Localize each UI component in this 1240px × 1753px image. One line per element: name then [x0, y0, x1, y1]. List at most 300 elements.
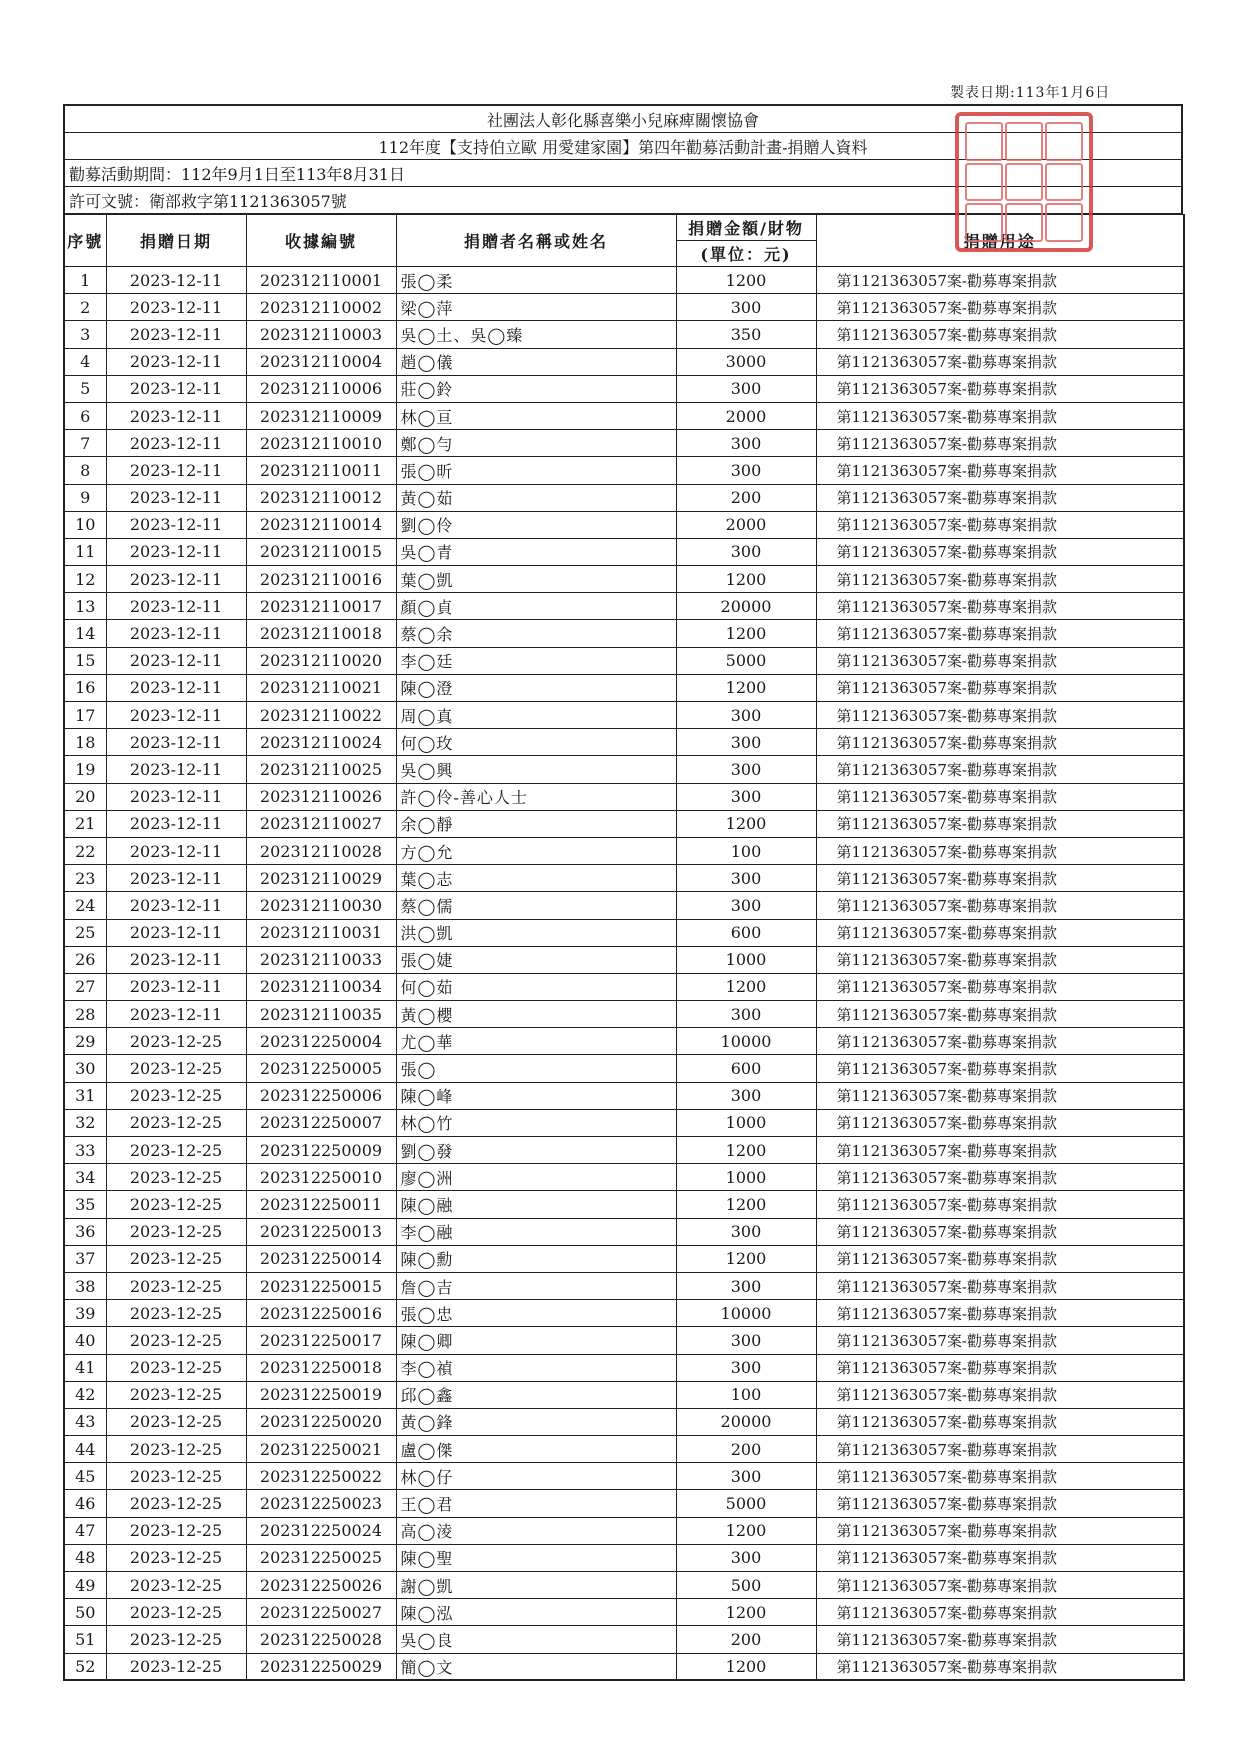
- cell-date: 2023-12-11: [106, 729, 246, 756]
- cell-date: 2023-12-11: [106, 756, 246, 783]
- cell-receipt: 202312110011: [246, 457, 396, 484]
- cell-donor: 吳◯良: [396, 1626, 676, 1653]
- table-row: [64, 294, 1184, 321]
- cell-seq: 51: [64, 1626, 106, 1653]
- cell-date: 2023-12-25: [106, 1599, 246, 1626]
- cell-date: 2023-12-11: [106, 294, 246, 321]
- cell-seq: 18: [64, 729, 106, 756]
- cell-amount: 200: [676, 1626, 816, 1653]
- table-row: [64, 810, 1184, 837]
- cell-donor: 趙◯儀: [396, 348, 676, 375]
- table-row: [64, 566, 1184, 593]
- cell-date: 2023-12-11: [106, 457, 246, 484]
- cell-receipt: 202312110024: [246, 729, 396, 756]
- col-header-unit: (單位：元): [676, 241, 816, 267]
- cell-seq: 38: [64, 1272, 106, 1299]
- cell-amount: 1000: [676, 1164, 816, 1191]
- cell-date: 2023-12-11: [106, 402, 246, 429]
- campaign-period: 勸募活動期間：112年9月1日至113年8月31日: [63, 160, 1183, 187]
- cell-amount: 1200: [676, 1137, 816, 1164]
- table-row: [64, 1490, 1184, 1517]
- cell-donor: 陳◯泓: [396, 1599, 676, 1626]
- cell-amount: 300: [676, 430, 816, 457]
- cell-seq: 7: [64, 430, 106, 457]
- cell-date: 2023-12-25: [106, 1327, 246, 1354]
- cell-donor: 顏◯貞: [396, 593, 676, 620]
- cell-donor: 劉◯伶: [396, 511, 676, 538]
- table-row: [64, 457, 1184, 484]
- cell-seq: 14: [64, 620, 106, 647]
- cell-purpose: 第1121363057案-勸募專案捐款: [816, 593, 1184, 620]
- cell-purpose: 第1121363057案-勸募專案捐款: [816, 1599, 1184, 1626]
- cell-date: 2023-12-25: [106, 1626, 246, 1653]
- cell-amount: 300: [676, 457, 816, 484]
- cell-date: 2023-12-11: [106, 375, 246, 402]
- cell-purpose: 第1121363057案-勸募專案捐款: [816, 1272, 1184, 1299]
- table-row: [64, 1436, 1184, 1463]
- cell-donor: 吳◯土、吳◯臻: [396, 321, 676, 348]
- cell-amount: 1200: [676, 1653, 816, 1680]
- cell-date: 2023-12-25: [106, 1109, 246, 1136]
- cell-receipt: 202312110028: [246, 837, 396, 864]
- cell-receipt: 202312110004: [246, 348, 396, 375]
- table-row: [64, 1001, 1184, 1028]
- cell-donor: 陳◯聖: [396, 1544, 676, 1571]
- table-row: [64, 1354, 1184, 1381]
- cell-amount: 1200: [676, 674, 816, 701]
- cell-donor: 李◯融: [396, 1218, 676, 1245]
- cell-receipt: 202312110010: [246, 430, 396, 457]
- cell-seq: 34: [64, 1164, 106, 1191]
- cell-seq: 12: [64, 566, 106, 593]
- cell-seq: 11: [64, 538, 106, 565]
- cell-purpose: 第1121363057案-勸募專案捐款: [816, 620, 1184, 647]
- cell-amount: 300: [676, 702, 816, 729]
- permit-number: 許可文號：衛部救字第1121363057號: [63, 187, 1183, 214]
- table-row: [64, 1245, 1184, 1272]
- cell-amount: 300: [676, 1272, 816, 1299]
- cell-seq: 1: [64, 267, 106, 294]
- cell-purpose: 第1121363057案-勸募專案捐款: [816, 402, 1184, 429]
- cell-purpose: 第1121363057案-勸募專案捐款: [816, 1572, 1184, 1599]
- table-row: [64, 511, 1184, 538]
- table-row: [64, 1191, 1184, 1218]
- cell-purpose: 第1121363057案-勸募專案捐款: [816, 430, 1184, 457]
- cell-amount: 300: [676, 1218, 816, 1245]
- cell-amount: 2000: [676, 511, 816, 538]
- cell-amount: 600: [676, 1055, 816, 1082]
- table-row: [64, 702, 1184, 729]
- cell-seq: 40: [64, 1327, 106, 1354]
- cell-seq: 44: [64, 1436, 106, 1463]
- cell-receipt: 202312250021: [246, 1436, 396, 1463]
- table-row: [64, 1626, 1184, 1653]
- cell-amount: 100: [676, 1381, 816, 1408]
- cell-amount: 300: [676, 1082, 816, 1109]
- table-row: [64, 538, 1184, 565]
- cell-receipt: 202312110009: [246, 402, 396, 429]
- cell-donor: 何◯玫: [396, 729, 676, 756]
- cell-donor: 張◯昕: [396, 457, 676, 484]
- cell-donor: 葉◯志: [396, 865, 676, 892]
- cell-seq: 10: [64, 511, 106, 538]
- cell-seq: 6: [64, 402, 106, 429]
- table-row: [64, 375, 1184, 402]
- table-row: [64, 973, 1184, 1000]
- cell-purpose: 第1121363057案-勸募專案捐款: [816, 348, 1184, 375]
- cell-amount: 1200: [676, 620, 816, 647]
- cell-receipt: 202312250004: [246, 1028, 396, 1055]
- cell-seq: 13: [64, 593, 106, 620]
- cell-purpose: 第1121363057案-勸募專案捐款: [816, 1490, 1184, 1517]
- cell-date: 2023-12-11: [106, 702, 246, 729]
- cell-receipt: 202312110001: [246, 267, 396, 294]
- table-row: [64, 1463, 1184, 1490]
- cell-amount: 1000: [676, 1109, 816, 1136]
- cell-purpose: 第1121363057案-勸募專案捐款: [816, 674, 1184, 701]
- cell-seq: 29: [64, 1028, 106, 1055]
- cell-receipt: 202312110026: [246, 783, 396, 810]
- cell-donor: 陳◯澄: [396, 674, 676, 701]
- cell-purpose: 第1121363057案-勸募專案捐款: [816, 375, 1184, 402]
- cell-donor: 邱◯鑫: [396, 1381, 676, 1408]
- cell-amount: 3000: [676, 348, 816, 375]
- cell-date: 2023-12-11: [106, 783, 246, 810]
- col-header-receipt: 收據編號: [246, 215, 396, 267]
- cell-date: 2023-12-25: [106, 1463, 246, 1490]
- cell-seq: 41: [64, 1354, 106, 1381]
- cell-seq: 15: [64, 647, 106, 674]
- cell-donor: 方◯允: [396, 837, 676, 864]
- cell-seq: 20: [64, 783, 106, 810]
- cell-purpose: 第1121363057案-勸募專案捐款: [816, 919, 1184, 946]
- cell-date: 2023-12-25: [106, 1137, 246, 1164]
- cell-receipt: 202312250029: [246, 1653, 396, 1680]
- cell-amount: 1200: [676, 267, 816, 294]
- cell-receipt: 202312110018: [246, 620, 396, 647]
- table-row: [64, 1164, 1184, 1191]
- cell-receipt: 202312250005: [246, 1055, 396, 1082]
- cell-seq: 35: [64, 1191, 106, 1218]
- table-row: [64, 1653, 1184, 1680]
- cell-seq: 42: [64, 1381, 106, 1408]
- cell-date: 2023-12-25: [106, 1436, 246, 1463]
- cell-donor: 林◯仔: [396, 1463, 676, 1490]
- donor-sheet: [63, 104, 1183, 1681]
- cell-purpose: 第1121363057案-勸募專案捐款: [816, 566, 1184, 593]
- table-row: [64, 729, 1184, 756]
- cell-purpose: 第1121363057案-勸募專案捐款: [816, 457, 1184, 484]
- cell-amount: 350: [676, 321, 816, 348]
- cell-date: 2023-12-11: [106, 810, 246, 837]
- cell-seq: 2: [64, 294, 106, 321]
- cell-seq: 36: [64, 1218, 106, 1245]
- cell-purpose: 第1121363057案-勸募專案捐款: [816, 1001, 1184, 1028]
- table-row: [64, 267, 1184, 294]
- cell-seq: 43: [64, 1408, 106, 1435]
- cell-date: 2023-12-25: [106, 1082, 246, 1109]
- cell-seq: 17: [64, 702, 106, 729]
- table-row: [64, 402, 1184, 429]
- cell-date: 2023-12-11: [106, 892, 246, 919]
- table-row: [64, 1572, 1184, 1599]
- cell-date: 2023-12-11: [106, 647, 246, 674]
- cell-receipt: 202312110014: [246, 511, 396, 538]
- cell-amount: 10000: [676, 1300, 816, 1327]
- cell-amount: 200: [676, 1436, 816, 1463]
- table-row: [64, 484, 1184, 511]
- cell-receipt: 202312250027: [246, 1599, 396, 1626]
- cell-date: 2023-12-11: [106, 267, 246, 294]
- cell-amount: 1200: [676, 1245, 816, 1272]
- table-row: [64, 1517, 1184, 1544]
- table-row: [64, 1137, 1184, 1164]
- cell-date: 2023-12-11: [106, 538, 246, 565]
- cell-amount: 300: [676, 756, 816, 783]
- cell-date: 2023-12-25: [106, 1381, 246, 1408]
- cell-date: 2023-12-11: [106, 865, 246, 892]
- cell-purpose: 第1121363057案-勸募專案捐款: [816, 1381, 1184, 1408]
- cell-amount: 1000: [676, 946, 816, 973]
- cell-seq: 23: [64, 865, 106, 892]
- cell-seq: 45: [64, 1463, 106, 1490]
- cell-seq: 46: [64, 1490, 106, 1517]
- cell-receipt: 202312110033: [246, 946, 396, 973]
- cell-seq: 50: [64, 1599, 106, 1626]
- cell-donor: 張◯忠: [396, 1300, 676, 1327]
- cell-purpose: 第1121363057案-勸募專案捐款: [816, 729, 1184, 756]
- cell-seq: 48: [64, 1544, 106, 1571]
- cell-donor: 謝◯凱: [396, 1572, 676, 1599]
- table-row: [64, 1028, 1184, 1055]
- table-row: [64, 1055, 1184, 1082]
- cell-seq: 21: [64, 810, 106, 837]
- cell-donor: 黃◯鋒: [396, 1408, 676, 1435]
- table-row: [64, 593, 1184, 620]
- cell-date: 2023-12-11: [106, 321, 246, 348]
- cell-seq: 4: [64, 348, 106, 375]
- cell-purpose: 第1121363057案-勸募專案捐款: [816, 837, 1184, 864]
- cell-date: 2023-12-25: [106, 1653, 246, 1680]
- cell-receipt: 202312250020: [246, 1408, 396, 1435]
- cell-donor: 梁◯萍: [396, 294, 676, 321]
- table-row: [64, 1109, 1184, 1136]
- cell-seq: 9: [64, 484, 106, 511]
- table-row: [64, 430, 1184, 457]
- cell-date: 2023-12-25: [106, 1245, 246, 1272]
- cell-purpose: 第1121363057案-勸募專案捐款: [816, 1191, 1184, 1218]
- cell-purpose: 第1121363057案-勸募專案捐款: [816, 1626, 1184, 1653]
- table-row: [64, 321, 1184, 348]
- cell-date: 2023-12-11: [106, 946, 246, 973]
- cell-purpose: 第1121363057案-勸募專案捐款: [816, 783, 1184, 810]
- cell-donor: 莊◯鈴: [396, 375, 676, 402]
- cell-receipt: 202312110003: [246, 321, 396, 348]
- table-row: [64, 756, 1184, 783]
- cell-amount: 300: [676, 729, 816, 756]
- cell-receipt: 202312110025: [246, 756, 396, 783]
- cell-purpose: 第1121363057案-勸募專案捐款: [816, 1436, 1184, 1463]
- organization-seal: [955, 112, 1093, 252]
- cell-receipt: 202312250019: [246, 1381, 396, 1408]
- cell-seq: 32: [64, 1109, 106, 1136]
- cell-donor: 黃◯櫻: [396, 1001, 676, 1028]
- cell-date: 2023-12-25: [106, 1490, 246, 1517]
- table-row: [64, 1544, 1184, 1571]
- cell-date: 2023-12-11: [106, 837, 246, 864]
- cell-purpose: 第1121363057案-勸募專案捐款: [816, 1544, 1184, 1571]
- cell-date: 2023-12-25: [106, 1544, 246, 1571]
- cell-purpose: 第1121363057案-勸募專案捐款: [816, 1137, 1184, 1164]
- table-row: [64, 1218, 1184, 1245]
- table-row: [64, 1082, 1184, 1109]
- cell-seq: 8: [64, 457, 106, 484]
- cell-donor: 黃◯茹: [396, 484, 676, 511]
- cell-purpose: 第1121363057案-勸募專案捐款: [816, 865, 1184, 892]
- cell-seq: 47: [64, 1517, 106, 1544]
- cell-amount: 300: [676, 892, 816, 919]
- cell-donor: 張◯: [396, 1055, 676, 1082]
- cell-date: 2023-12-25: [106, 1028, 246, 1055]
- cell-purpose: 第1121363057案-勸募專案捐款: [816, 1245, 1184, 1272]
- cell-amount: 300: [676, 1001, 816, 1028]
- cell-amount: 1200: [676, 810, 816, 837]
- cell-date: 2023-12-11: [106, 620, 246, 647]
- cell-receipt: 202312250011: [246, 1191, 396, 1218]
- cell-donor: 廖◯洲: [396, 1164, 676, 1191]
- made-date: 製表日期:113年1月6日: [950, 85, 1111, 101]
- col-header-purpose: 捐贈用途: [816, 215, 1184, 267]
- col-header-donor: 捐贈者名稱或姓名: [396, 215, 676, 267]
- cell-purpose: 第1121363057案-勸募專案捐款: [816, 267, 1184, 294]
- cell-donor: 陳◯融: [396, 1191, 676, 1218]
- cell-amount: 20000: [676, 593, 816, 620]
- cell-date: 2023-12-25: [106, 1408, 246, 1435]
- cell-receipt: 202312110035: [246, 1001, 396, 1028]
- cell-purpose: 第1121363057案-勸募專案捐款: [816, 1408, 1184, 1435]
- cell-purpose: 第1121363057案-勸募專案捐款: [816, 1517, 1184, 1544]
- cell-receipt: 202312250018: [246, 1354, 396, 1381]
- cell-purpose: 第1121363057案-勸募專案捐款: [816, 973, 1184, 1000]
- table-row: [64, 1408, 1184, 1435]
- cell-donor: 林◯竹: [396, 1109, 676, 1136]
- cell-purpose: 第1121363057案-勸募專案捐款: [816, 511, 1184, 538]
- cell-purpose: 第1121363057案-勸募專案捐款: [816, 1300, 1184, 1327]
- cell-donor: 許◯伶-善心人士: [396, 783, 676, 810]
- cell-amount: 300: [676, 1544, 816, 1571]
- cell-donor: 陳◯勳: [396, 1245, 676, 1272]
- cell-amount: 1200: [676, 973, 816, 1000]
- cell-seq: 37: [64, 1245, 106, 1272]
- cell-donor: 高◯淩: [396, 1517, 676, 1544]
- cell-seq: 3: [64, 321, 106, 348]
- cell-amount: 1200: [676, 1599, 816, 1626]
- cell-seq: 33: [64, 1137, 106, 1164]
- cell-receipt: 202312110022: [246, 702, 396, 729]
- cell-date: 2023-12-25: [106, 1191, 246, 1218]
- cell-receipt: 202312250013: [246, 1218, 396, 1245]
- cell-date: 2023-12-25: [106, 1517, 246, 1544]
- cell-purpose: 第1121363057案-勸募專案捐款: [816, 1354, 1184, 1381]
- cell-receipt: 202312250022: [246, 1463, 396, 1490]
- cell-seq: 5: [64, 375, 106, 402]
- cell-donor: 何◯茹: [396, 973, 676, 1000]
- cell-amount: 300: [676, 538, 816, 565]
- cell-donor: 盧◯傑: [396, 1436, 676, 1463]
- cell-receipt: 202312110034: [246, 973, 396, 1000]
- cell-amount: 300: [676, 1327, 816, 1354]
- cell-purpose: 第1121363057案-勸募專案捐款: [816, 810, 1184, 837]
- cell-purpose: 第1121363057案-勸募專案捐款: [816, 1109, 1184, 1136]
- cell-receipt: 202312250026: [246, 1572, 396, 1599]
- cell-donor: 蔡◯余: [396, 620, 676, 647]
- cell-amount: 300: [676, 1463, 816, 1490]
- cell-donor: 陳◯卿: [396, 1327, 676, 1354]
- cell-amount: 5000: [676, 1490, 816, 1517]
- cell-amount: 1200: [676, 1191, 816, 1218]
- cell-purpose: 第1121363057案-勸募專案捐款: [816, 702, 1184, 729]
- cell-purpose: 第1121363057案-勸募專案捐款: [816, 484, 1184, 511]
- cell-purpose: 第1121363057案-勸募專案捐款: [816, 538, 1184, 565]
- cell-donor: 李◯禎: [396, 1354, 676, 1381]
- cell-purpose: 第1121363057案-勸募專案捐款: [816, 1055, 1184, 1082]
- cell-receipt: 202312250015: [246, 1272, 396, 1299]
- table-row: [64, 865, 1184, 892]
- cell-seq: 31: [64, 1082, 106, 1109]
- cell-amount: 300: [676, 865, 816, 892]
- table-row: [64, 1327, 1184, 1354]
- cell-receipt: 202312110021: [246, 674, 396, 701]
- table-row: [64, 892, 1184, 919]
- org-title: 社團法人彰化縣喜樂小兒麻痺關懷協會: [63, 104, 1183, 133]
- cell-seq: 22: [64, 837, 106, 864]
- cell-seq: 19: [64, 756, 106, 783]
- cell-donor: 李◯廷: [396, 647, 676, 674]
- cell-date: 2023-12-25: [106, 1572, 246, 1599]
- cell-purpose: 第1121363057案-勸募專案捐款: [816, 892, 1184, 919]
- cell-date: 2023-12-25: [106, 1272, 246, 1299]
- cell-donor: 尤◯華: [396, 1028, 676, 1055]
- cell-receipt: 202312110006: [246, 375, 396, 402]
- cell-receipt: 202312250023: [246, 1490, 396, 1517]
- cell-donor: 簡◯文: [396, 1653, 676, 1680]
- table-row: [64, 348, 1184, 375]
- cell-amount: 2000: [676, 402, 816, 429]
- cell-amount: 300: [676, 783, 816, 810]
- table-row: [64, 783, 1184, 810]
- cell-receipt: 202312250009: [246, 1137, 396, 1164]
- cell-receipt: 202312250010: [246, 1164, 396, 1191]
- cell-purpose: 第1121363057案-勸募專案捐款: [816, 321, 1184, 348]
- cell-receipt: 202312250025: [246, 1544, 396, 1571]
- cell-purpose: 第1121363057案-勸募專案捐款: [816, 1653, 1184, 1680]
- cell-amount: 300: [676, 375, 816, 402]
- cell-date: 2023-12-11: [106, 566, 246, 593]
- cell-date: 2023-12-11: [106, 1001, 246, 1028]
- cell-receipt: 202312110012: [246, 484, 396, 511]
- cell-donor: 吳◯興: [396, 756, 676, 783]
- cell-purpose: 第1121363057案-勸募專案捐款: [816, 647, 1184, 674]
- cell-donor: 鄭◯勻: [396, 430, 676, 457]
- cell-donor: 林◯亘: [396, 402, 676, 429]
- table-row: [64, 837, 1184, 864]
- cell-purpose: 第1121363057案-勸募專案捐款: [816, 1164, 1184, 1191]
- cell-amount: 300: [676, 1354, 816, 1381]
- col-header-date: 捐贈日期: [106, 215, 246, 267]
- cell-receipt: 202312110031: [246, 919, 396, 946]
- cell-receipt: 202312250007: [246, 1109, 396, 1136]
- table-row: [64, 647, 1184, 674]
